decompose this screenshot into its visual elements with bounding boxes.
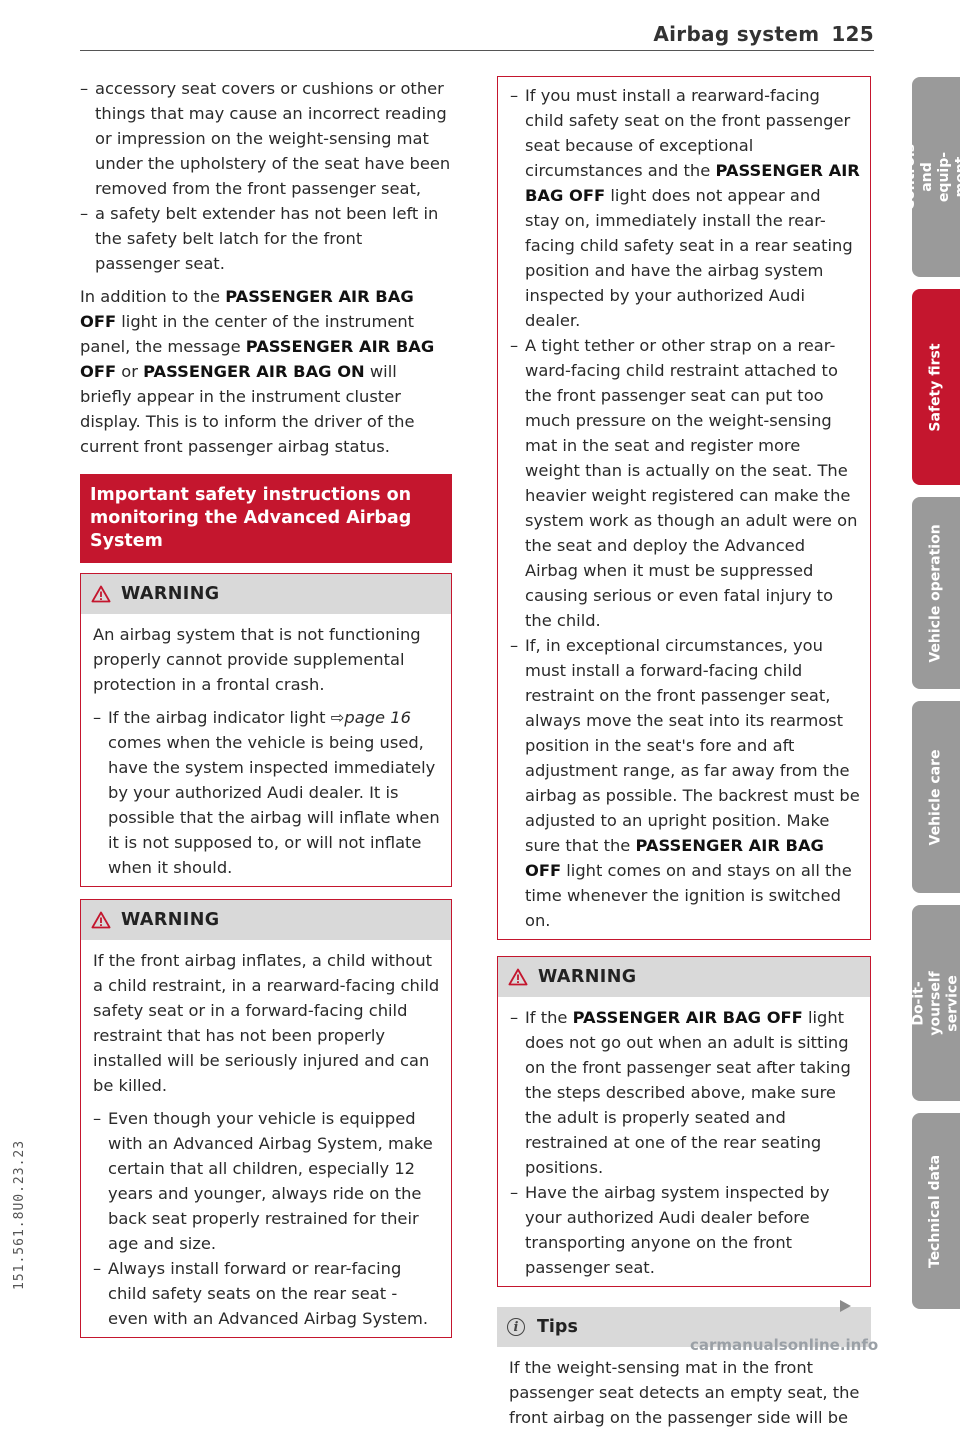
page-number: 125 bbox=[831, 22, 874, 46]
status-paragraph: In addition to the PASSENGER AIR BAG OFF light in the center of the instrument panel, the message PASSENGER AIR BAG OFF or PASSENGER AIR BAG ON will briefly appear in the instrument cluster display. This is to inform the driver of the current front passenger airbag status. bbox=[80, 287, 435, 456]
warning-header bbox=[81, 900, 451, 940]
tips-box bbox=[497, 1307, 871, 1430]
warning-list bbox=[510, 83, 860, 933]
side-tab-label: Do-it-yourself service bbox=[910, 970, 961, 1036]
list-item: – If, in exceptional circumstances, you must install a forward-facing child restraint on the front passenger seat, always move the seat into its rearmost position in the seat's fore and aft adjustment range, as far away from the airbag as possible. The backrest must be adjusted to an upright position. Make sure that the PASSENGER AIR BAG OFF light comes on and stays on all the time whenever the ignition is switched on. bbox=[510, 633, 860, 933]
warning-triangle-icon bbox=[91, 911, 111, 929]
warning-list bbox=[93, 705, 441, 880]
warning-body bbox=[498, 997, 870, 1286]
warning-header bbox=[498, 957, 870, 997]
list-item: – a safety belt extender has not been left in the safety belt latch for the front passenger seat. bbox=[80, 201, 452, 276]
warning-list bbox=[510, 1005, 860, 1280]
list-item: – If the airbag indicator light ⇨page 16 comes when the vehicle is being used, have the system inspected immediately by your authorized Audi dealer. It is possible that the airbag will inflate when it is not supposed to, or will not inflate when it should. bbox=[93, 705, 441, 880]
info-icon: i bbox=[507, 1318, 525, 1336]
list-item: – accessory seat covers or cushions or other things that may cause an incorrect reading or impression on the weight-sensing mat under the upholstery of the seat have been removed from the front passenger seat, bbox=[80, 76, 452, 201]
warning-triangle-icon bbox=[508, 968, 528, 986]
right-column bbox=[497, 76, 871, 1430]
warning-title: WARNING bbox=[121, 909, 220, 930]
header-rule bbox=[80, 50, 874, 51]
warning-box bbox=[497, 956, 871, 1287]
side-tab-label: Technical data bbox=[927, 1154, 944, 1268]
left-column bbox=[80, 76, 452, 1350]
side-tab-technical-data[interactable] bbox=[912, 1113, 960, 1309]
list-item: – If the PASSENGER AIR BAG OFF light does not go out when an adult is sitting on the front passenger seat after taking the steps described above, make sure the adult is properly seated and restrained at one of the rear seating positions. bbox=[510, 1005, 860, 1180]
warning-triangle-icon bbox=[91, 585, 111, 603]
side-tab-vehicle-care[interactable] bbox=[912, 701, 960, 893]
warning-box bbox=[80, 573, 452, 887]
side-tab-label: Vehicle care bbox=[927, 749, 944, 845]
continue-arrow-icon bbox=[838, 1299, 852, 1313]
side-tab-do-it-yourself[interactable] bbox=[912, 905, 960, 1101]
side-tab-safety-first[interactable] bbox=[912, 289, 960, 485]
list-item: – A tight tether or other strap on a rear-ward-facing child restraint attached to the front passenger seat can put too much pressure on the weight-sensing mat in the seat and register more weight than is actually on the seat. The heavier weight registered can make the system work as though an adult were on the seat and deploy the Advanced Airbag when it must be suppressed causing serious or even fatal injury to the child. bbox=[510, 333, 860, 633]
section-title: Airbag system bbox=[653, 22, 820, 46]
warning-body bbox=[81, 614, 451, 886]
warning-title: WARNING bbox=[538, 966, 637, 987]
list-item: – Even though your vehicle is equipped with an Advanced Airbag System, make certain that all children, especially 12 years and younger, always ride on the back seat properly restrained for their age and size. bbox=[93, 1106, 441, 1256]
warning-header bbox=[81, 574, 451, 614]
tips-title: Tips bbox=[537, 1316, 578, 1337]
side-tab-controls[interactable] bbox=[902, 77, 969, 277]
page-reference-link[interactable]: ⇨page 16 bbox=[330, 708, 411, 727]
warning-continued-box bbox=[497, 76, 871, 940]
warning-body bbox=[81, 940, 451, 1337]
side-tab-vehicle-operation[interactable] bbox=[912, 497, 960, 689]
warning-title: WARNING bbox=[121, 583, 220, 604]
tips-text: If the weight-sensing mat in the front passenger seat detects an empty seat, the front airbag on the passenger side will be bbox=[509, 1358, 860, 1427]
warning-intro: An airbag system that is not functioning properly cannot provide supplemental protection in a frontal crash. bbox=[93, 625, 421, 694]
document-code: 151.561.8U0.23.23 bbox=[12, 1139, 27, 1290]
watermark: carmanualsonline.info bbox=[690, 1336, 879, 1354]
side-tab-label: Controls and equip-ment bbox=[902, 143, 969, 211]
page-header bbox=[653, 22, 874, 46]
intro-list bbox=[80, 76, 452, 276]
side-tab-label: Vehicle operation bbox=[927, 523, 944, 663]
list-item: – If you must install a rearward-facing child safety seat on the front passenger seat because of exceptional circumstances and the PASSENGER AIR BAG OFF light does not appear and stay on, immediately install the rear-facing child safety seat in a rear seating position and have the airbag system inspected by your authorized Audi dealer. bbox=[510, 83, 860, 333]
list-item: – Have the airbag system inspected by your authorized Audi dealer before transporting anyone on the front passenger seat. bbox=[510, 1180, 860, 1280]
warning-box bbox=[80, 899, 452, 1338]
list-item: – Always install forward or rear-facing child safety seats on the rear seat - even with an Advanced Airbag System. bbox=[93, 1256, 441, 1331]
section-heading: Important safety instructions on monitoring the Advanced Airbag System bbox=[80, 474, 452, 563]
side-tab-label: Safety first bbox=[927, 342, 944, 432]
warning-intro: If the front airbag inflates, a child without a child restraint, in a rearward-facing child safety seat or in a forward-facing child restraint that has not been properly installed will be seriously injured and can be killed. bbox=[93, 951, 440, 1095]
warning-list bbox=[93, 1106, 441, 1331]
warning-continued-body bbox=[498, 77, 870, 939]
